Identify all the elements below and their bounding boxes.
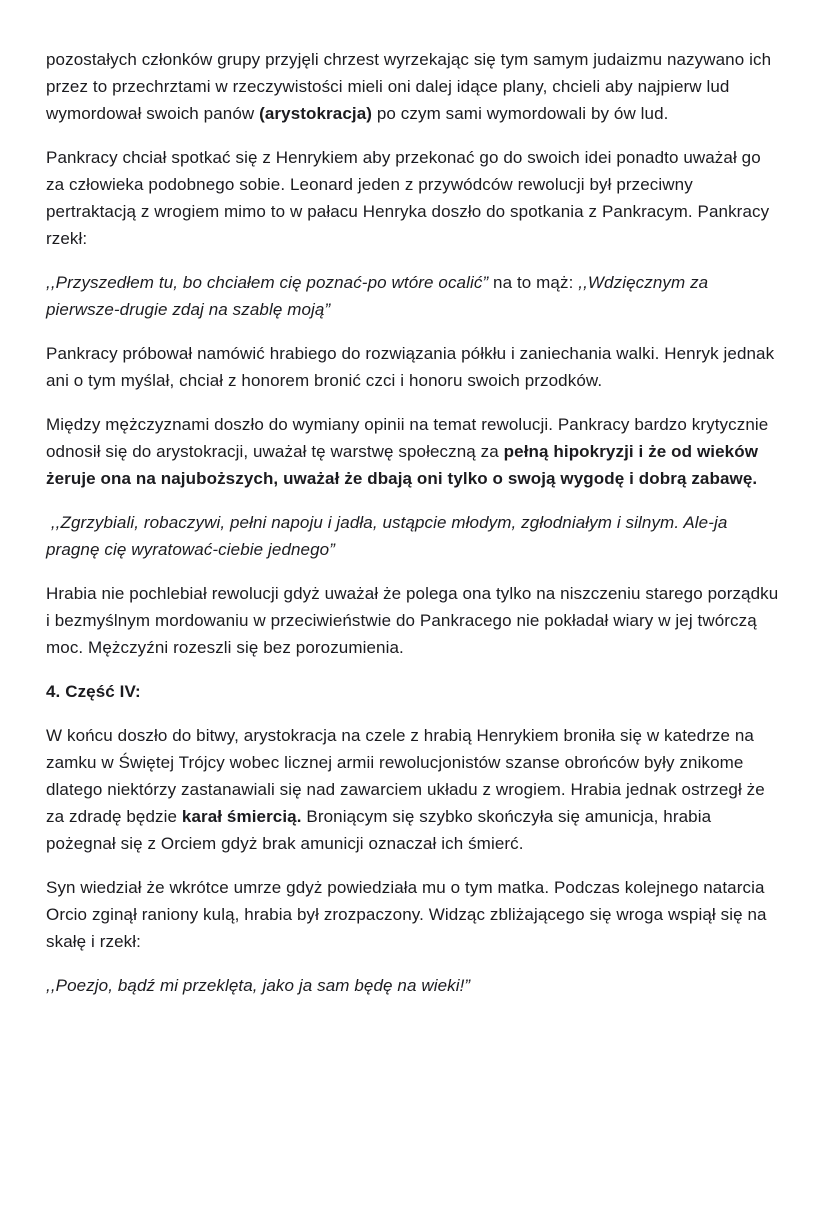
text-run-bold: karał śmiercią.	[181, 807, 302, 826]
paragraph-syn	[46, 874, 782, 955]
text-run-normal: Hrabia nie pochlebiał rewolucji gdyż uważał że polega ona tylko na niszczeniu starego porządku i bezmyślnym mordowaniu w przeciwieństwie do Pankracego nie pokładał wiary w jej twórczą moc. Mężczyźni rozeszli się bez porozumienia.	[46, 584, 784, 657]
text-run-italic: ,,Zgrzybiali, robaczywi, pełni napoju i jadła, ustąpcie młodym, zgłodniałym i silnym. Ale-ja pragnę cię wyratować-ciebie jednego”	[46, 513, 733, 559]
text-run-bold: pełną hipokryzji i że od wieków żeruje ona na najuboższych, uważał że dbają oni tylko o swoją wygodę i dobrą zabawę.	[46, 442, 763, 488]
text-run-bold: 4. Część IV:	[46, 682, 141, 701]
text-run-normal: pozostałych członków grupy przyjęli chrzest wyrzekając się tym samym judaizmu nazywano ich przez to przechrztami w rzeczywistości mieli oni dalej idące plany, chcieli aby najpierw lud wymordował swoich panów	[46, 50, 776, 123]
paragraph-spotkanie	[46, 144, 782, 252]
quote-zgrzybiali	[46, 509, 782, 563]
text-run-normal: Syn wiedział że wkrótce umrze gdyż powiedziała mu o tym matka. Podczas kolejnego natarcia Orcio zginął raniony kulą, hrabia był zrozpaczony. Widząc zbliżającego się wroga wspiął się na skałę i rzekł:	[46, 878, 772, 951]
text-run-normal: na to mąż:	[488, 273, 579, 292]
text-run-italic: ,,Poezjo, bądź mi przeklęta, jako ja sam będę na wieki!”	[46, 976, 471, 995]
quote-poezjo	[46, 972, 782, 999]
text-run-normal: Pankracy chciał spotkać się z Henrykiem aby przekonać go do swoich idei ponadto uważał go za człowieka podobnego sobie. Leonard jeden z przywódców rewolucji był przeciwny pertraktacją z wrogiem mimo to w pałacu Henryka doszło do spotkania z Pankracym. Pankracy rzekł:	[46, 148, 775, 248]
document-content	[46, 46, 782, 999]
text-run-italic: ,,Wdzięcznym za pierwsze-drugie zdaj na szablę moją”	[46, 273, 714, 319]
text-run-normal: po czym sami wymordowali by ów lud.	[372, 104, 669, 123]
text-run-normal: Pankracy próbował namówić hrabiego do rozwiązania półkłu i zaniechania walki. Henryk jednak ani o tym myślał, chciał z honorem bronić czci i honoru swoich przodków.	[46, 344, 780, 390]
text-run-normal: Między mężczyznami doszło do wymiany opinii na temat rewolucji. Pankracy bardzo krytycznie odnosił się do arystokracji, uważał tę warstwę społeczną za	[46, 415, 774, 461]
paragraph-wymiana-opinii	[46, 411, 782, 492]
paragraph-rozeszli-sie	[46, 580, 782, 661]
text-run-normal: Broniącym się szybko skończyła się amunicja, hrabia pożegnał się z Orciem gdyż brak amunicji oznaczał ich śmierć.	[46, 807, 716, 853]
paragraph-namowa	[46, 340, 782, 394]
paragraph-przechrzty	[46, 46, 782, 127]
text-run-normal: W końcu doszło do bitwy, arystokracja na czele z hrabią Henrykiem broniła się w katedrze na zamku w Świętej Trójcy wobec licznej armii rewolucjonistów szanse obrońców były znikome dlatego niektórzy zastanawiali się nad zawarciem układu z wrogiem. Hrabia jednak ostrzegł że za zdradę będzie	[46, 726, 770, 826]
paragraph-bitwa	[46, 722, 782, 857]
text-run-bold: (arystokracja)	[259, 104, 373, 123]
quote-przyszedlem	[46, 269, 782, 323]
heading-czesc-4	[46, 678, 782, 705]
text-run-italic: ,,Przyszedłem tu, bo chciałem cię poznać-po wtóre ocalić”	[46, 273, 489, 292]
